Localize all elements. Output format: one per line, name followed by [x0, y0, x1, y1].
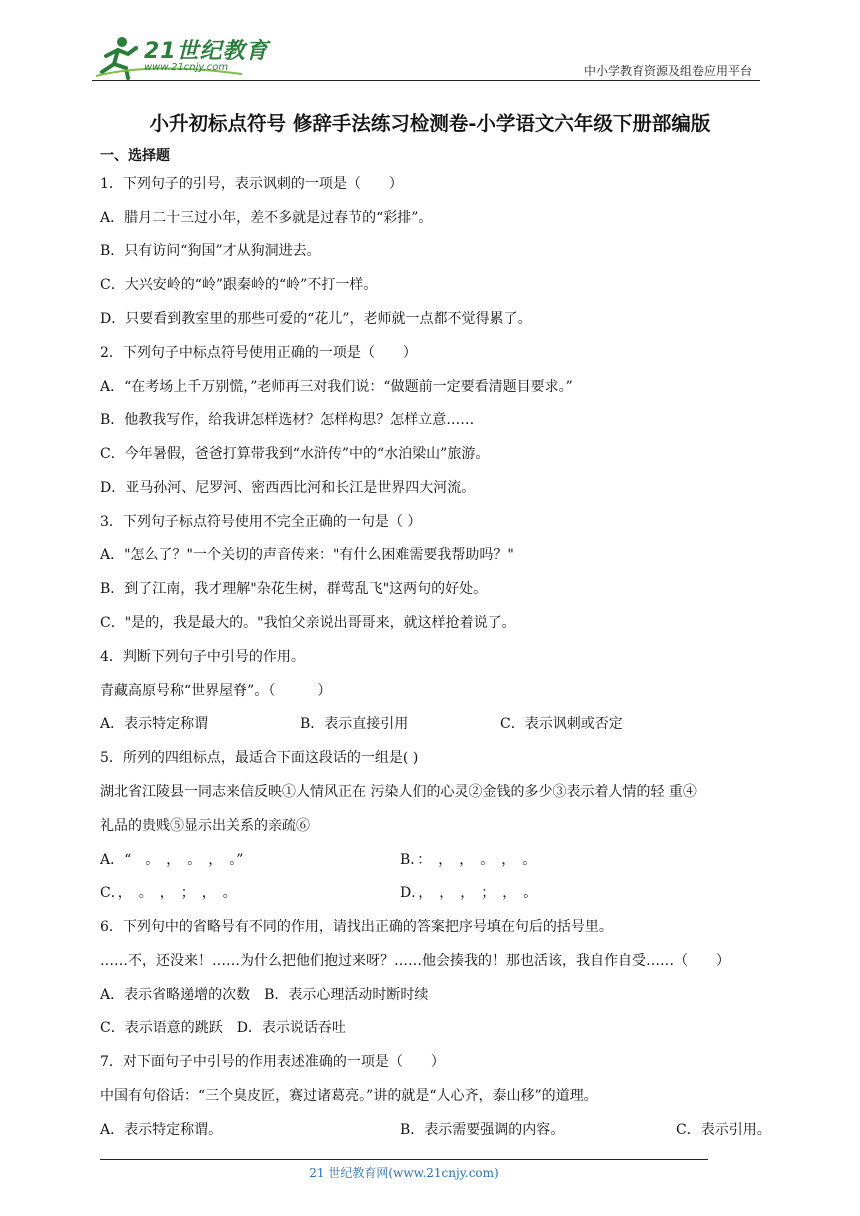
section-heading: 一、选择题 — [100, 148, 170, 164]
platform-name: 中小学教育资源及组卷应用平台 — [583, 64, 752, 78]
q5-option-d: D．， ， ， ； ， 。 — [400, 885, 538, 901]
q2-option-b: B．他教我写作，给我讲怎样选材？怎样构思？怎样立意…… — [100, 412, 475, 428]
q4-option-c: C．表示讽刺或否定 — [500, 716, 623, 732]
q6-options-ab: A．表示省略递增的次数 B．表示心理活动时断时续 — [100, 987, 429, 1003]
document-title: 小升初标点符号 修辞手法练习检测卷-小学语文六年级下册部编版 — [149, 112, 711, 135]
q2-option-d: D．亚马孙河、尼罗河、密西西比河和长江是世界四大河流。 — [100, 480, 476, 496]
q4-stem: 4．判断下列句子中引号的作用。 — [100, 649, 305, 665]
q3-option-b: B．到了江南，我才理解"杂花生树，群莺乱飞"这两句的好处。 — [100, 581, 488, 597]
q2-option-c: C．今年暑假，爸爸打算带我到“水浒传”中的“水泊梁山”旅游。 — [100, 446, 490, 462]
q3-stem: 3．下列句子标点符号使用不完全正确的一句是（ ） — [100, 514, 422, 530]
logo-url: www.21cnjy.com — [144, 62, 229, 73]
page-header — [92, 28, 760, 88]
q1-option-b: B．只有访问“狗国”才从狗洞进去。 — [100, 243, 321, 259]
q1-option-a: A．腊月二十三过小年，差不多就是过春节的“彩排”。 — [100, 210, 433, 226]
q5-option-c: C．， 。 ， ； ， 。 — [100, 885, 237, 901]
q7-sentence: 中国有句俗话：“三个臭皮匠，赛过诸葛亮。”讲的就是“人心齐，泰山移”的道理。 — [100, 1088, 598, 1104]
q1-stem: 1．下列句子的引号，表示讽刺的一项是（ ） — [100, 176, 403, 192]
q5-option-b: B．： ， ， 。 ， 。 — [400, 852, 537, 868]
footer-divider — [100, 1159, 708, 1160]
q3-option-a: A．"怎么了？"一个关切的声音传来："有什么困难需要我帮助吗？" — [100, 547, 514, 563]
q7-option-a: A．表示特定称谓。 — [100, 1122, 223, 1138]
q4-option-b: B．表示直接引用 — [300, 716, 409, 732]
q4-option-a: A．表示特定称谓 — [100, 716, 209, 732]
footer-link[interactable]: 21 世纪教育网(www.21cnjy.com) — [309, 1166, 499, 1180]
q6-stem: 6．下列句中的省略号有不同的作用，请找出正确的答案把序号填在句后的括号里。 — [100, 919, 613, 935]
q3-option-c: C．"是的，我是最大的。"我怕父亲说出哥哥来，就这样抢着说了。 — [100, 615, 516, 631]
q5-passage-line1: 湖北省江陵县一同志来信反映①人情风正在 污染人们的心灵②金钱的多少③表示着人情的轻 重④ — [100, 784, 697, 800]
q2-option-a: A．“在考场上千万别慌，”老师再三对我们说：“做题前一定要看清题目要求。” — [100, 379, 573, 395]
q1-option-c: C．大兴安岭的“岭”跟秦岭的“岭”不打一样。 — [100, 277, 378, 293]
q7-stem: 7．对下面句子中引号的作用表述准确的一项是（ ） — [100, 1054, 445, 1070]
q5-passage-line2: 礼品的贵贱⑤显示出关系的亲疏⑥ — [100, 818, 310, 834]
q6-options-cd: C．表示语意的跳跃 D．表示说话吞吐 — [100, 1020, 346, 1036]
q6-sentence: ……不，还没来！……为什么把他们抱过来呀？……他会揍我的！那也活该，我自作自受……（ ） — [100, 953, 730, 969]
q5-option-a: A．“ 。 ， 。 ， 。” — [100, 852, 244, 868]
q1-option-d: D．只要看到教室里的那些可爱的“花儿”，老师就一点都不觉得累了。 — [100, 311, 532, 327]
header-divider — [92, 80, 760, 81]
logo-text: 21世纪教育 — [144, 39, 269, 64]
q2-stem: 2．下列句子中标点符号使用正确的一项是（ ） — [100, 345, 417, 361]
q5-stem: 5．所列的四组标点，最适合下面这段话的一组是( ) — [100, 750, 419, 766]
q7-option-b: B．表示需要强调的内容。 — [400, 1122, 565, 1138]
q7-option-c: C．表示引用。 — [676, 1122, 771, 1138]
q4-sentence: 青藏高原号称“世界屋脊”。（ ） — [100, 683, 332, 699]
